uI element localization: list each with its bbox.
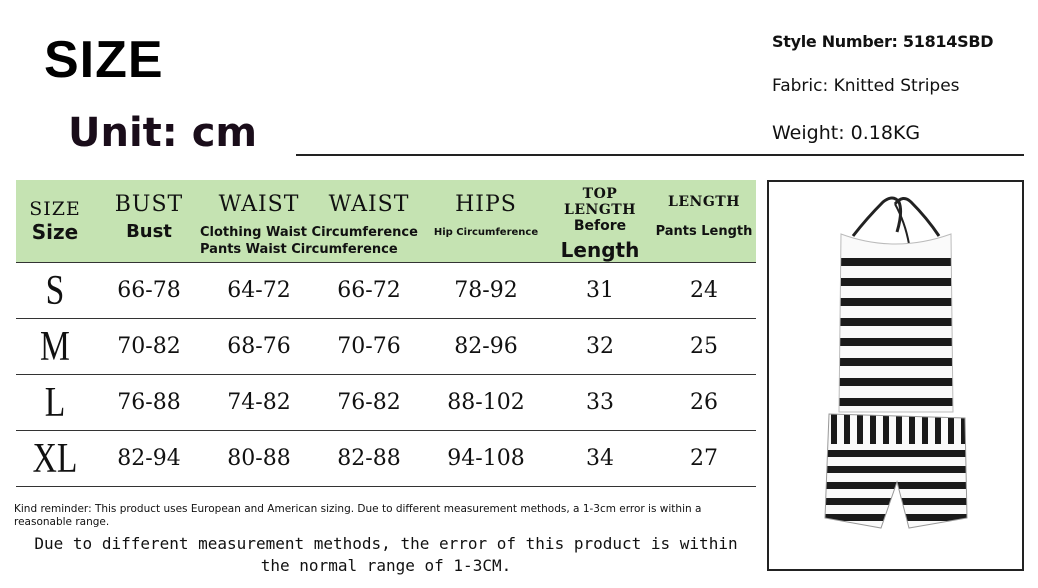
weight-label: Weight: 0.18KG bbox=[772, 122, 921, 144]
waist-top-cell: 80-88 bbox=[227, 446, 291, 471]
hips-cell: 88-102 bbox=[447, 390, 525, 415]
halter-strap-left bbox=[853, 198, 901, 236]
stripe bbox=[809, 450, 989, 457]
table-row bbox=[16, 319, 756, 375]
header-divider bbox=[296, 154, 1024, 156]
striped-outfit-illustration bbox=[769, 182, 1022, 569]
stripe bbox=[809, 466, 989, 473]
pants-length-cell: 27 bbox=[690, 446, 718, 471]
waist-subheader: Clothing Waist Circumference Pants Waist Circumference bbox=[200, 225, 418, 257]
hips-cell: 82-96 bbox=[454, 334, 518, 359]
kind-reminder: Kind reminder: This product uses European and American sizing. Due to different measurement methods, a 1-3cm error is within a reasonable range. bbox=[14, 503, 702, 528]
style-number: Style Number: 51814SBD bbox=[772, 32, 994, 51]
bust-cell: 82-94 bbox=[117, 446, 181, 471]
size-cell: M bbox=[40, 323, 70, 370]
stripe bbox=[809, 378, 989, 386]
waist-pants-cell: 76-82 bbox=[337, 390, 401, 415]
stripe bbox=[831, 412, 837, 446]
table-row bbox=[16, 375, 756, 431]
stripe bbox=[809, 338, 989, 346]
striped-top bbox=[809, 222, 989, 422]
header-bust: BUST Bust bbox=[114, 192, 184, 242]
stripe bbox=[909, 412, 915, 446]
top-length-cell: 33 bbox=[586, 390, 614, 415]
fabric-label: Fabric: Knitted Stripes bbox=[772, 76, 960, 96]
waist-pants-cell: 66-72 bbox=[337, 278, 401, 303]
stripe bbox=[961, 412, 967, 446]
stripe bbox=[844, 412, 850, 446]
waist-top-cell: 68-76 bbox=[227, 334, 291, 359]
header-top-length: TOP LENGTH Before Length bbox=[560, 186, 640, 262]
stripe bbox=[809, 258, 989, 266]
waist-top-cell: 74-82 bbox=[227, 390, 291, 415]
stripe bbox=[809, 298, 989, 306]
bust-cell: 76-88 bbox=[117, 390, 181, 415]
header-waist-top: WAIST bbox=[218, 192, 300, 217]
waist-pants-cell: 82-88 bbox=[337, 446, 401, 471]
unit-label: Unit: cm bbox=[68, 110, 258, 156]
stripe bbox=[809, 398, 989, 406]
bust-cell: 66-78 bbox=[117, 278, 181, 303]
stripe bbox=[883, 412, 889, 446]
stripe bbox=[896, 412, 902, 446]
header-hips: HIPS Hip Circumference bbox=[433, 192, 539, 238]
table-row bbox=[16, 431, 756, 487]
waist-pants-cell: 70-76 bbox=[337, 334, 401, 359]
stripe bbox=[809, 530, 989, 537]
pants-length-cell: 25 bbox=[690, 334, 718, 359]
stripe bbox=[809, 498, 989, 505]
stripe bbox=[809, 358, 989, 366]
size-cell: XL bbox=[32, 435, 78, 482]
hips-cell: 94-108 bbox=[447, 446, 525, 471]
stripe bbox=[809, 278, 989, 286]
stripe bbox=[809, 318, 989, 326]
bust-cell: 70-82 bbox=[117, 334, 181, 359]
table-row bbox=[16, 263, 756, 319]
pants-length-cell: 24 bbox=[690, 278, 718, 303]
header-pants-length: LENGTH Pants Length bbox=[655, 194, 753, 239]
measurement-note: Due to different measurement methods, the error of this product is within the normal range of 1-3CM. bbox=[34, 534, 738, 575]
waist-top-cell: 64-72 bbox=[227, 278, 291, 303]
top-length-cell: 34 bbox=[586, 446, 614, 471]
hips-cell: 78-92 bbox=[454, 278, 518, 303]
stripe bbox=[857, 412, 863, 446]
product-photo bbox=[767, 180, 1024, 571]
stripe bbox=[870, 412, 876, 446]
header-waist-pants: WAIST bbox=[328, 192, 410, 217]
top-length-cell: 32 bbox=[586, 334, 614, 359]
size-cell: L bbox=[44, 379, 66, 426]
size-chart-title: SIZE bbox=[44, 31, 164, 89]
header-size: SIZE Size bbox=[29, 198, 81, 244]
top-length-cell: 31 bbox=[586, 278, 614, 303]
size-cell: S bbox=[45, 267, 65, 314]
pants-length-cell: 26 bbox=[690, 390, 718, 415]
